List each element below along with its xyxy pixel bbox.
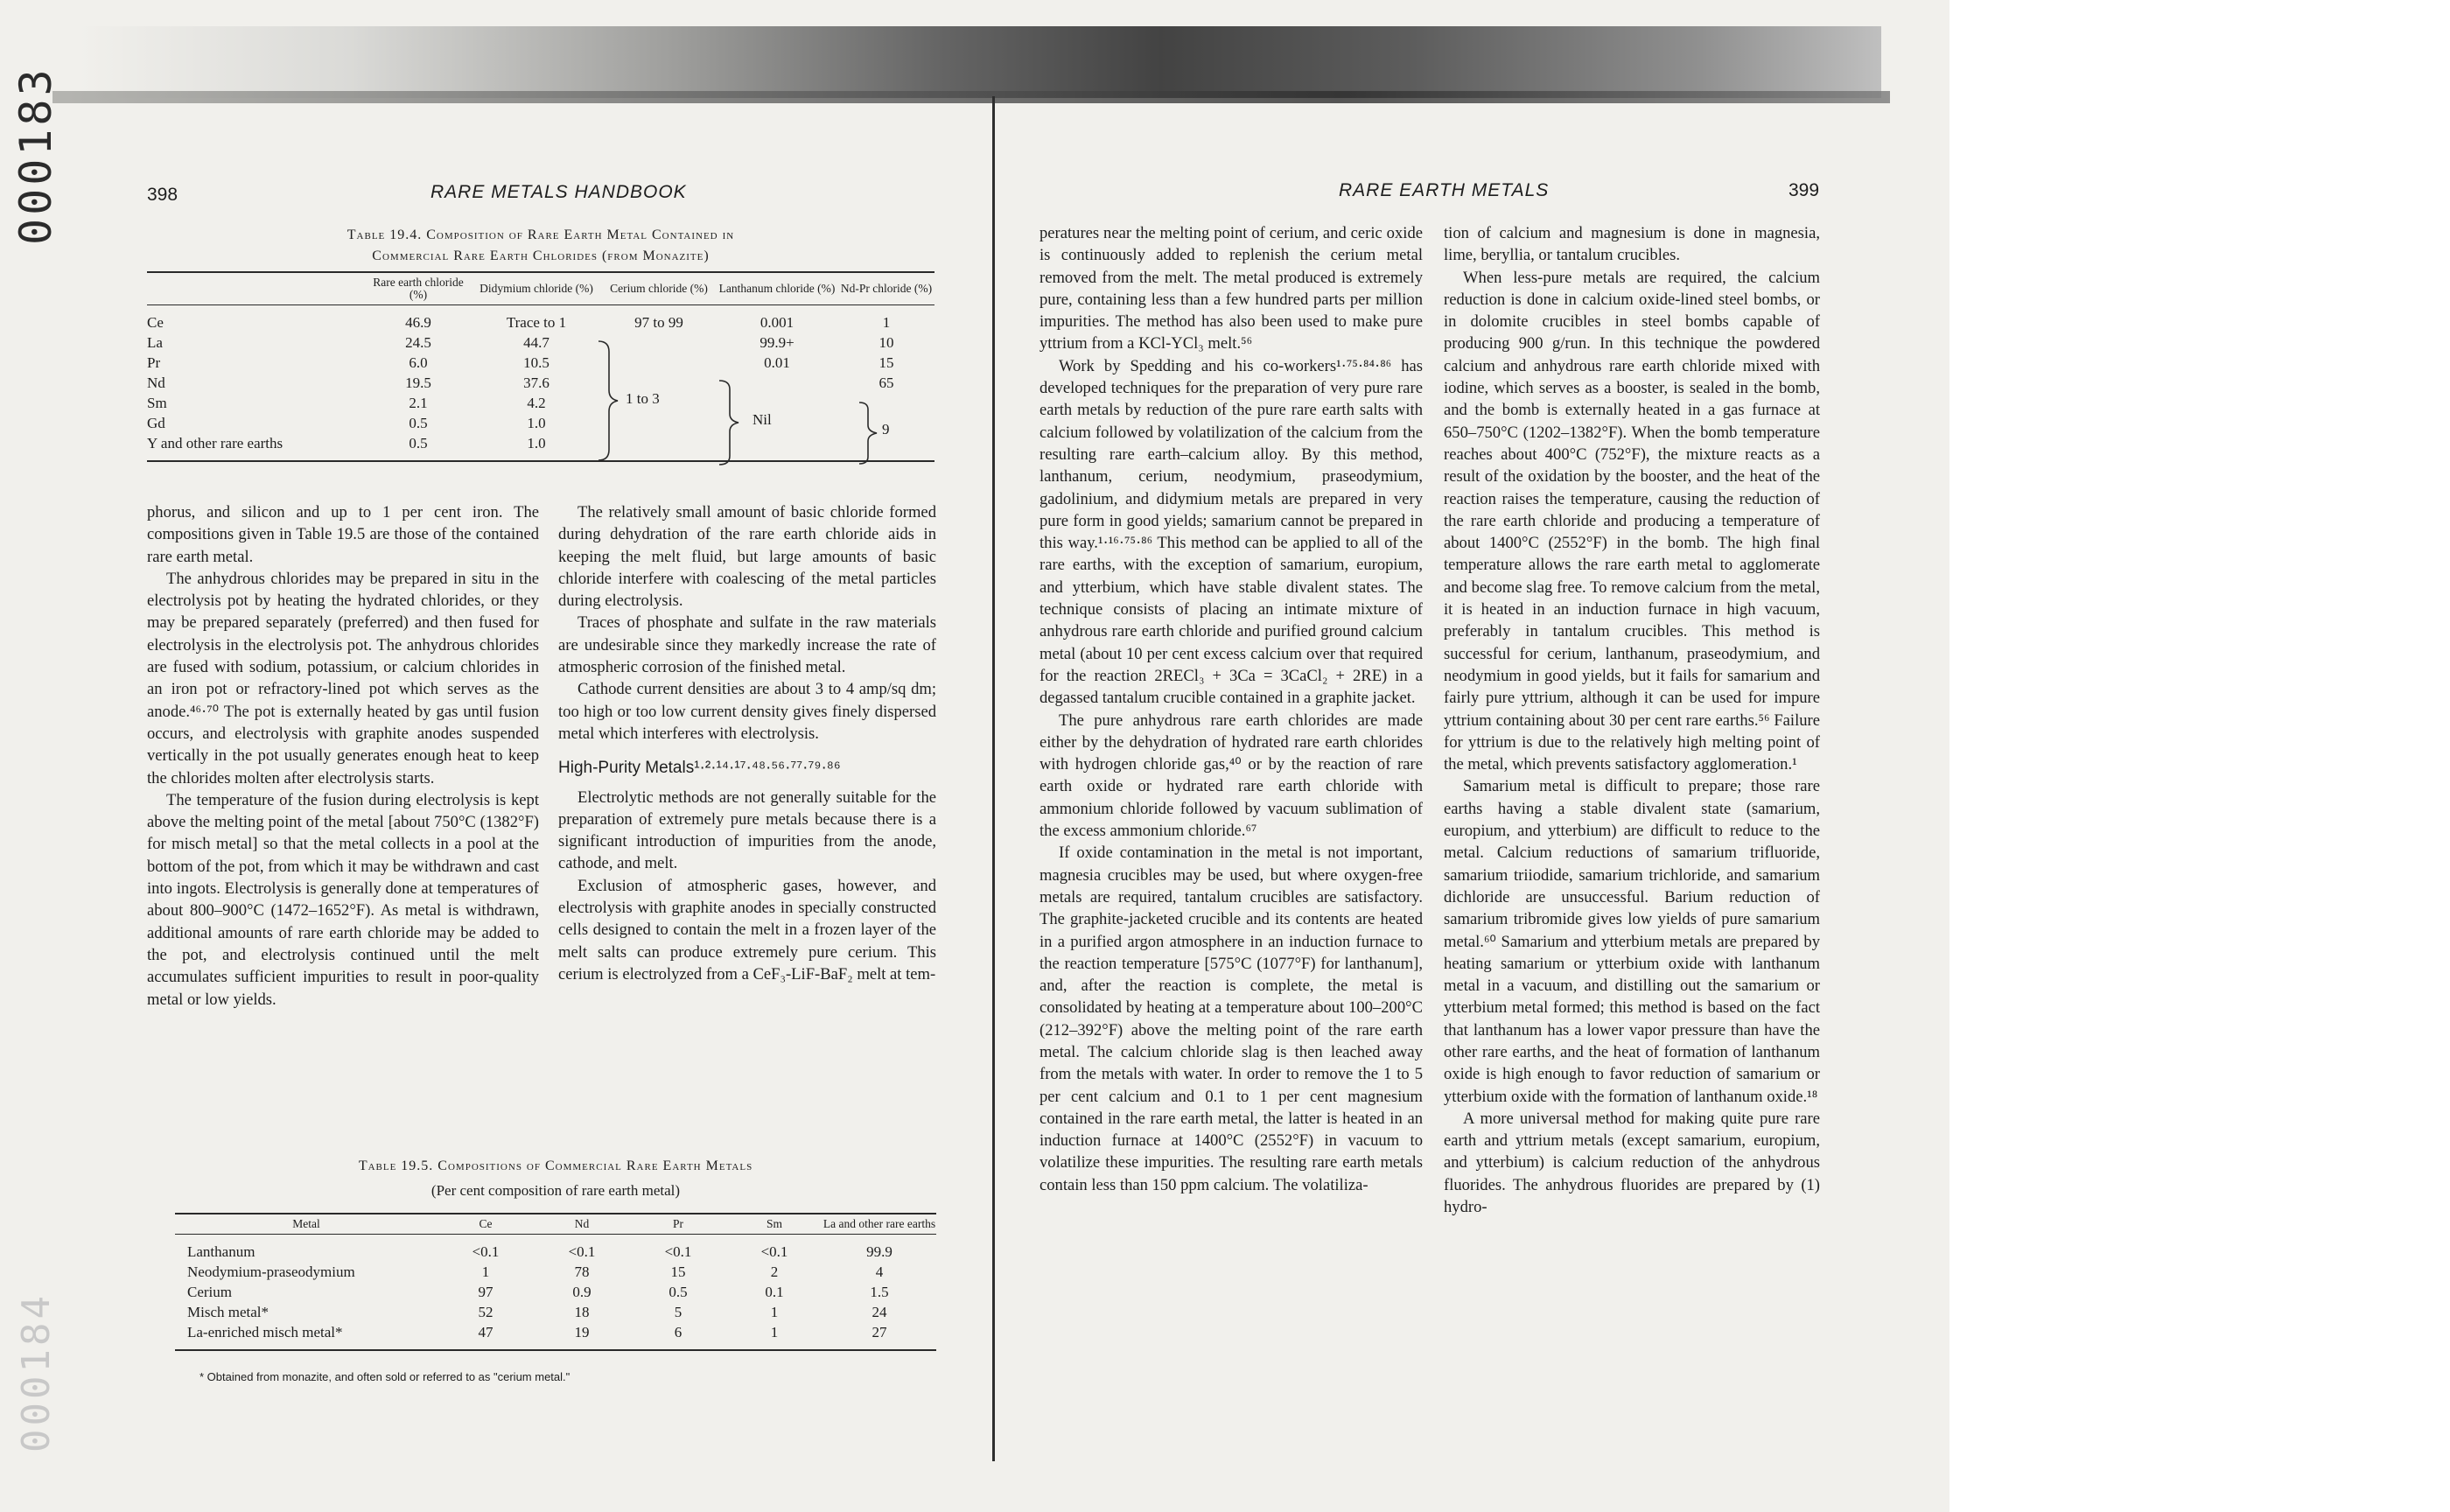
table-row: [175, 1322, 936, 1350]
table-cell: 15: [878, 354, 894, 371]
table-header: [147, 272, 366, 305]
right-page-column-1: [1040, 222, 1423, 1458]
table-row: [175, 1262, 936, 1282]
table-row: [147, 353, 934, 373]
blank-margin: [1950, 0, 2450, 1512]
table-header: Nd: [534, 1214, 630, 1235]
table-cell: 1.0: [471, 433, 602, 461]
table-cell: 24.5: [405, 333, 431, 351]
table-cell: 99.9+: [760, 333, 794, 351]
paragraph: If oxide contamination in the metal is not important, magnesia crucibles may be used, but where oxygen-free metals are required, tantalum crucibles are satisfactory. The graphite-jacketed crucible and its contents are heated in a purified argon atmosphere in an induction furnace to the reaction temperature [575°C (1077°F) for lanthanum], and, after the reaction is complete, the metal is consolidated by heating at a temperature about 100–200°C (212–392°F) above the melting point of the rare earth metal. The calcium chloride slag is then leached away from the metals with water. In order to remove the 1 to 5 per cent calcium and 0.1 to 1 per cent magnesium contained in the rare earth metal, the latter is heated in an induction furnace at 1400°C (2552°F) in vacuum to volatilize these impurities. The resulting rare earth metals contain less than 150 ppm calcium. The volatiliza-: [1040, 844, 1423, 1194]
table-header: Pr: [630, 1214, 726, 1235]
table-cell: 2: [770, 1263, 779, 1280]
table-header: Ce: [438, 1214, 534, 1235]
table-cell: 1: [882, 313, 891, 331]
table-cell: 37.6: [523, 374, 550, 391]
table-cell: 0.5: [366, 433, 471, 461]
paragraph: Cathode current densities are about 3 to 4 amp/sq dm; too high or too low current density gives finely dispersed metal which interferes with electrolysis.: [558, 680, 936, 743]
right-page-number: 399: [1788, 180, 1820, 200]
table-cell: Pr: [147, 354, 161, 371]
table-cell: 1: [770, 1303, 779, 1320]
table-row: [147, 332, 934, 353]
table-row: [175, 1302, 936, 1322]
table-cell: 46.9: [405, 313, 431, 331]
table-header-row: [147, 272, 934, 305]
table-row: [147, 305, 934, 333]
table-cell: 24: [872, 1303, 887, 1320]
table-row: [147, 393, 934, 413]
paragraph: The relatively small amount of basic chloride formed during dehydration of the rare earth chloride aids in keeping the melt fluid, but large amounts of basic chloride interfere with coalescing of the metal particles during electrolysis.: [558, 503, 936, 611]
paragraph: The temperature of the fusion during electrolysis is kept above the melting point of the metal [about 750°C (1382°F) for misch metal] so that the metal collects in a pool at the bottom of the pot, from which it may be withdrawn and cast into ingots. Electrolysis is generally done at temperatures of about 800–900°C (1472–1652°F). As metal is withdrawn, additional amounts of rare earth chloride may be added to the pot, and electrolysis continued until the melt accumulates sufficient impurities to result in poor-quality metal or low yields.: [147, 790, 539, 1009]
table-cell: Nd: [147, 374, 165, 391]
table-cell: 0.9: [572, 1283, 592, 1300]
table-cell: 6: [630, 1322, 726, 1350]
table-header: Didymium chloride (%): [471, 272, 602, 305]
table-cell: <0.1: [760, 1242, 788, 1260]
paragraph: Electrolytic methods are not generally suitable for the preparation of extremely pure metals because there is a significant introduction of impurities from the anode, cathode, and melt.: [558, 788, 936, 873]
table-cell: 97 to 99: [634, 313, 683, 331]
table-cell: Gd: [147, 414, 165, 431]
left-running-title: RARE METALS HANDBOOK: [430, 182, 687, 202]
table-cell: 78: [574, 1263, 590, 1280]
table-cell: Sm: [147, 394, 167, 411]
table-header: La and other rare earths: [822, 1214, 936, 1235]
table-cell: <0.1: [568, 1242, 596, 1260]
paragraph: Exclusion of atmospheric gases, however, and electrolysis with graphite anodes in specially constructed cells designed to contain the melt in a frozen layer of the melt salts can produce extremely pure cerium. This cerium is electrolyzed from a CeF₃-LiF-BaF₂ melt at tem-: [558, 876, 936, 984]
table-cell: 0.5: [668, 1283, 688, 1300]
scan-shadow-line: [52, 91, 1890, 103]
table-cell: 1: [726, 1322, 822, 1350]
table-cell: <0.1: [664, 1242, 692, 1260]
table-cell: 18: [574, 1303, 590, 1320]
table-cell: 4.2: [527, 394, 546, 411]
table-cell: 1.5: [870, 1283, 889, 1300]
paragraph: Work by Spedding and his co-workers¹·⁷⁵·⁸⁴·⁸⁶ has developed techniques for the preparation of very pure rare earth metals by reduction of the pure rare earth salts with calcium followed by volatilization of the calcium from the resulting rare earth–calcium alloy. By this method, lanthanum, cerium, neodymium, praseodymium, gadolinium, and didymium metals are prepared in very pure form in good yields; samarium cannot be prepared in this way.¹·¹⁶·⁷⁵·⁸⁶ This method can be applied to all of the rare earths, with the exception of samarium, europium, and ytterbium, which have stable divalent states. The technique consists of placing an intimate mixture of anhydrous rare earth chloride and purified ground calcium metal (about 10 per cent excess calcium over that required for the reaction 2RECl₃ + 3Ca = 3CaCl₂ + 2RE) in a degassed tantalum crucible contained in a graphite jacket.: [1040, 356, 1423, 708]
cerium-brace-icon: [595, 340, 621, 462]
table-header: Rare earth chloride (%): [366, 272, 471, 305]
table-cell: Y and other rare earths: [147, 433, 366, 461]
table-header: Sm: [726, 1214, 822, 1235]
table-cell: 1: [481, 1263, 490, 1280]
table-cell: 2.1: [409, 394, 428, 411]
table-row: [147, 413, 934, 433]
table-header-row: [175, 1214, 936, 1235]
table-cell: Lanthanum: [187, 1242, 256, 1260]
paragraph: phorus, and silicon and up to 1 per cent iron. The compositions given in Table 19.5 are those of the contained rare earth metal.: [147, 503, 539, 566]
table-cell: 19: [534, 1322, 630, 1350]
paragraph: peratures near the melting point of cerium, and ceric oxide is continuously added to replenish the cerium metal removed from the melt. The metal produced is extremely pure, containing less than a few hundred parts per million impurities. The method has also been used to make pure yttrium from a KCl-YCl₃ melt.⁵⁶: [1040, 224, 1423, 354]
paragraph: A more universal method for making quite pure rare earth and yttrium metals (except samarium, europium, and ytterbium) is calcium reduction of the anhydrous fluorides. The anhydrous fluorides are prepared by (1) hydro-: [1444, 1109, 1820, 1217]
table-19-5-footnote: * Obtained from monazite, and often sold or referred to as "cerium metal.": [200, 1370, 570, 1383]
table-cell: 5: [674, 1303, 682, 1320]
table-19-4-caption: Table 19.4. Composition of Rare Earth Metal Contained in Commercial Rare Earth Chlorides (from Monazite): [346, 228, 735, 263]
document-control-number-faint: 000184: [14, 1292, 59, 1452]
scan-shadow-band: [79, 26, 1881, 98]
table-cell: 47: [438, 1322, 534, 1350]
table-cell: Neodymium-praseodymium: [187, 1263, 355, 1280]
table-19-5: [175, 1213, 936, 1351]
paragraph: The pure anhydrous rare earth chlorides are made either by the dehydration of hydrated rare earth chlorides with hydrogen chloride gas,⁴⁰ or by the reaction of rare earth oxide or hydrated rare earth chloride with ammonium chloride followed by vacuum sublimation of the excess ammonium chloride.⁶⁷: [1040, 710, 1423, 841]
table-19-4: [147, 271, 934, 462]
table-cell: 1.0: [527, 414, 546, 431]
table-cell: 19.5: [405, 374, 431, 391]
table-cell: 0.5: [409, 414, 428, 431]
paragraph: tion of calcium and magnesium is done in magnesia, lime, beryllia, or tantalum crucibles.: [1444, 224, 1820, 265]
ndpr-brace-value: 9: [882, 421, 890, 438]
table-cell: 0.01: [764, 354, 790, 371]
table-cell: 99.9: [866, 1242, 892, 1260]
left-page-number: 398: [147, 185, 178, 205]
table-cell: Ce: [147, 313, 164, 331]
table-cell: Misch metal*: [187, 1303, 270, 1320]
table-cell: 27: [822, 1322, 936, 1350]
left-page-column-1: [147, 501, 539, 1131]
right-page-column-2: [1444, 222, 1820, 1458]
section-heading: High-Purity Metals¹·²·¹⁴·¹⁷·⁴⁸·⁵⁶·⁷⁷·⁷⁹·⁸⁶: [558, 759, 841, 778]
table-cell: La-enriched misch metal*: [175, 1322, 438, 1350]
table-cell: 6.0: [409, 354, 428, 371]
table-header: Lanthanum chloride (%): [716, 272, 838, 305]
table-cell: 52: [478, 1303, 494, 1320]
table-cell: 0.1: [765, 1283, 784, 1300]
table-row: [175, 1235, 936, 1263]
table-cell: 15: [670, 1263, 686, 1280]
paragraph: Traces of phosphate and sulfate in the raw materials are undesirable since they markedly increase the rate of atmospheric corrosion of the finished metal.: [558, 613, 936, 677]
table-header: Nd-Pr chloride (%): [838, 272, 934, 305]
table-row: [175, 1282, 936, 1302]
paragraph: The anhydrous chlorides may be prepared in situ in the electrolysis pot by heating the hydrated chlorides, or they may be prepared separately (preferred) and then fused for electrolysis in the electrolysis pot. The anhydrous chlorides are fused with sodium, potassium, or calcium chlorides in an iron pot or refractory-lined pot which serves as the anode.⁴⁶·⁷⁰ The pot is externally heated by gas until fusion occurs, and electrolysis with graphite anodes suspended vertically in the pot usually generates enough heat to keep the chlorides molten after electrolysis starts.: [147, 569, 539, 788]
table-cell: [838, 393, 934, 413]
left-page-column-2: [558, 501, 936, 1131]
lanthanum-brace-value: Nil: [752, 411, 772, 428]
table-cell: 10.5: [523, 354, 550, 371]
table-cell: 0.001: [760, 313, 794, 331]
table-cell: <0.1: [472, 1242, 500, 1260]
right-running-title: RARE EARTH METALS: [1339, 180, 1550, 200]
table-row: [147, 373, 934, 393]
document-control-number: 000183: [10, 66, 61, 245]
table-cell: Trace to 1: [506, 313, 567, 331]
table-cell: 10: [878, 333, 894, 351]
table-19-5-caption: Table 19.5. Compositions of Commercial Rare Earth Metals (Per cent composition of rare earth metal): [358, 1158, 753, 1199]
table-cell: 97: [478, 1283, 494, 1300]
paragraph: Samarium metal is difficult to prepare; those rare earths having a stable divalent state (samarium, europium, and ytterbium) are difficult to reduce to the metal. Calcium reductions of samarium trifluoride, samarium triiodide, samarium trichloride, and samarium dichloride are unsuccessful. Barium reduction of samarium tribromide gives low yields of pure samarium metal.⁶⁰ Samarium and ytterbium metals are prepared by heating samarium or ytterbium oxide with lanthanum metal in a vacuum, and distilling out the samarium or ytterbium metal formed; this method is based on the fact that lanthanum has a lower vapor pressure than have the other rare earths, and the heat of formation of lanthanum oxide is high enough to favor reduction of samarium or ytterbium oxide with the formation of lanthanum oxide.¹⁸: [1444, 777, 1820, 1106]
lanthanum-brace-icon: [716, 379, 742, 466]
cerium-brace-value: 1 to 3: [626, 390, 660, 407]
table-cell: La: [147, 333, 163, 351]
table-cell: 4: [875, 1263, 884, 1280]
table-header: Metal: [175, 1214, 438, 1235]
table-header: Cerium chloride (%): [602, 272, 716, 305]
table-row: [147, 433, 934, 461]
ndpr-brace-icon: [856, 401, 882, 466]
table-cell: 44.7: [523, 333, 550, 351]
paragraph: When less-pure metals are required, the calcium reduction is done in calcium oxide-lined steel bombs, or in dolomite crucibles in steel bombs capable of producing 900 g/run. In this technique the powdered calcium and anhydrous rare earth chloride mixed with iodine, which serves as a booster, is sealed in the bomb, and the bomb is externally heated in a gas furnace at 650–750°C (1202–1382°F). When the bomb temperature reaches about 400°C (752°F), the mixture reacts as a result of the oxidation by the booster, and the heat of the reaction raises the temperature, causing the reduction of the rare earth chloride and producing a temperature of about 1400°C (2552°F) in the bomb. The high final temperature allows the rare earth metal to agglomerate and become slag free. To remove calcium from the metal, it is heated in an induction furnace in high vacuum, preferably in tantalum crucibles. This method is successful for cerium, lanthanum, praseodymium, and neodymium in good yields, but it fails for samarium and fairly pure yttrium, although it can be used for impure yttrium containing about 30 per cent rare earths.⁵⁶ Failure for yttrium is due to the relatively high melting point of the metal, which prevents satisfactory agglomeration.¹: [1444, 268, 1820, 774]
table-cell: 65: [878, 374, 894, 391]
table-cell: Cerium: [187, 1283, 232, 1300]
page-gutter: [992, 96, 995, 1461]
